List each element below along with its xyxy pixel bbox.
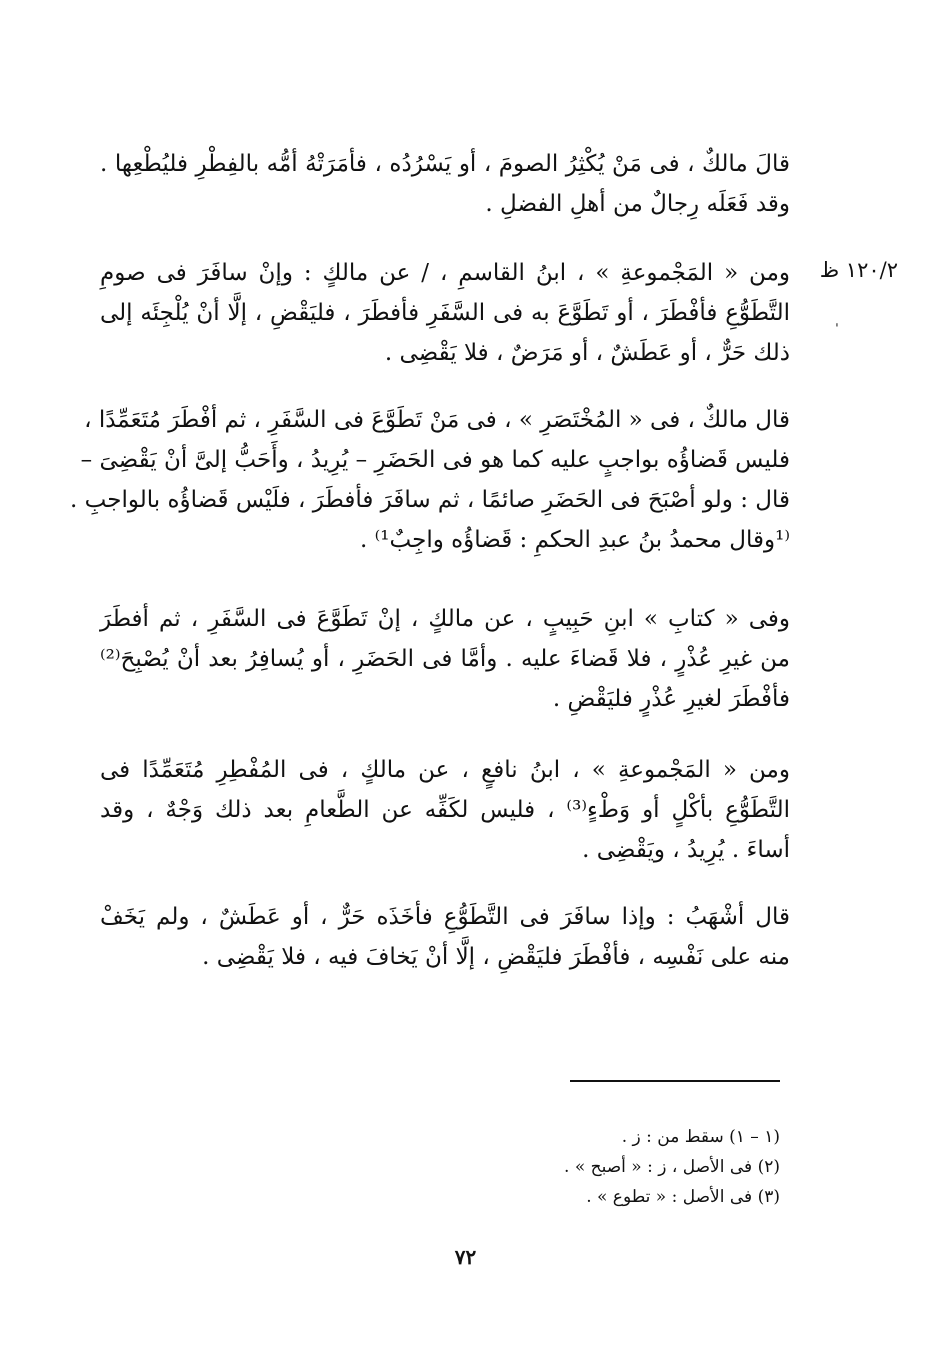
text-line: فليس قَضاؤُه بواجبٍ عليه كما هو فى الحَضَرِ – يُرِيدُ ، وأَحَبُّ إلىَّ أنْ يَقْضِىَ – (80, 447, 790, 473)
paragraph-2 (100, 253, 790, 373)
text-line: ومن « المَجْموعةِ » ، ابنُ القاسمِ ، / عن مالكٍ : وإنْ سافَرَ فى صومِ (100, 260, 790, 286)
text-line: ⁽¹وقال محمدُ بنُ عبدِ الحكمِ : قَضاؤُه واجِبٌ¹⁾ . (360, 527, 790, 553)
page-number: ٧٢ (454, 1245, 477, 1269)
text-line: أساءَ . يُرِيدُ ، ويَقْضِى . (582, 837, 790, 863)
paragraph-3 (70, 400, 790, 560)
text-line: ذلك حَرٌّ ، أو عَطَشٌ ، أو مَرَضٌ ، فلا يَقْضِى . (384, 340, 790, 366)
text-line: منه على نَفْسِه ، فأفْطَرَ فليَقْضِ ، إلَّا أنْ يَخافَ فيه ، فلا يَقْضِى . (202, 944, 790, 970)
text-line: وفى « كتابِ » ابنِ حَبِيبٍ ، عن مالكٍ ، إنْ تَطَوَّعَ فى السَّفَرِ ، ثم أفطَرَ (100, 606, 790, 632)
text-line: وقد فَعَلَه رِجالٌ من أهلِ الفضلِ . (485, 191, 790, 217)
margin-mark: ˌ (835, 313, 839, 329)
text-line: التَّطَوُّعِ بأكْلٍ أو وَطْءٍ⁽³⁾ ، فليس لكَفِّه عن الطَّعامِ بعد ذلك وَجْهٌ ، وقد (100, 797, 790, 823)
text-line: التَّطَوُّعِ فأفْطَرَ ، أو تَطَوَّعَ به فى السَّفَرِ فأفطَرَ ، فليَقْضِ ، إلَّا أنْ يُلْجِئَه إلى (100, 300, 790, 326)
margin-folio-reference: ١٢٠/٢ ظ (819, 258, 898, 282)
text-line: قال أشْهَبُ : وإذا سافَرَ فى التَّطَوُّعِ فأخَذَه حَرٌّ ، أو عَطَشٌ ، ولم يَخَفْ (100, 904, 790, 930)
text-line: قال : ولو أصْبَحَ فى الحَضَرِ صائمًا ، ثم سافَرَ فأفطَرَ ، فلَيْس قَضاؤُه بالواجبِ . (70, 487, 790, 513)
paragraph-1 (100, 144, 790, 224)
footnote-divider (570, 1080, 780, 1082)
footnote-2: (٢) فى الأصل ، ز : « أصبح » . (564, 1157, 780, 1177)
paragraph-6 (100, 897, 790, 977)
text-line: فأفْطَرَ لغيرِ عُذْرٍ فليَقْضِ . (552, 686, 790, 712)
footnotes (400, 1122, 780, 1212)
footnote-3: (٣) فى الأصل : « تطوع » . (586, 1187, 780, 1207)
paragraph-5 (100, 750, 790, 870)
text-line: قال مالكٌ ، فى « المُخْتَصَرِ » ، فى مَنْ تَطَوَّعَ فى السَّفَرِ ، ثم أفْطَرَ مُتَعَمِّدًا ، (84, 407, 790, 433)
text-line: ومن « المَجْموعةِ » ، ابنُ نافعٍ ، عن مالكٍ ، فى المُفْطِرِ مُتَعَمِّدًا فى (100, 757, 790, 783)
text-line: قالَ مالكٌ ، فى مَنْ يُكْثِرُ الصومَ ، أو يَسْرُدُه ، فأمَرَتْهُ أمُّه بالفِطْرِ فليُطْعِها . (100, 151, 790, 177)
text-line: من غيرِ عُذْرٍ ، فلا قَضاءَ عليه . وأمَّا فى الحَضَرِ ، أو يُسافِرُ بعد أنْ يُصْبِحَ⁽²⁾ (100, 646, 790, 672)
footnote-1: (١ – ١) سقط من : ز . (621, 1127, 780, 1147)
paragraph-4 (100, 599, 790, 719)
